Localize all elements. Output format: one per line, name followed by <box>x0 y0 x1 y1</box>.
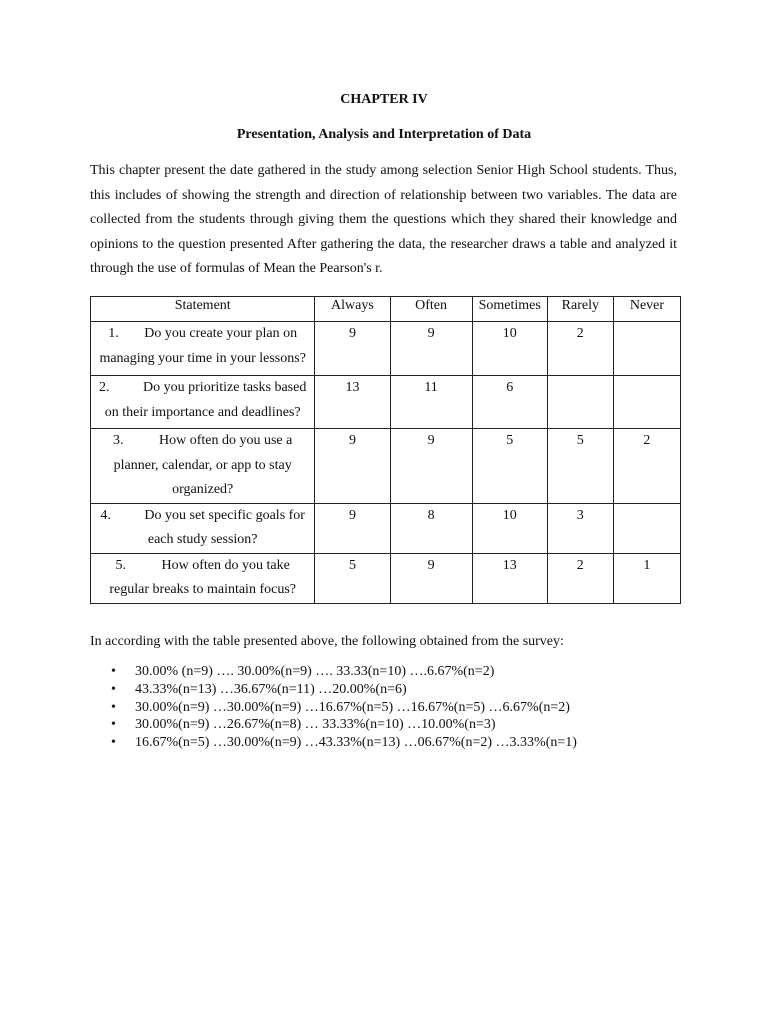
header-sometimes: Sometimes <box>472 297 547 322</box>
rarely-cell: 2 <box>547 553 613 603</box>
sometimes-cell: 10 <box>472 503 547 553</box>
sometimes-cell: 5 <box>472 429 547 504</box>
statement-text: How often do you take <box>161 557 290 573</box>
header-often: Often <box>390 297 472 322</box>
statement-number: 4. <box>100 507 111 523</box>
bullet-icon: • <box>111 681 116 697</box>
statement-number: 1. <box>108 326 119 341</box>
statement-text: organized? <box>172 482 234 497</box>
list-item <box>90 734 577 752</box>
table-row <box>91 503 681 553</box>
result-text: 30.00%(n=9) …30.00%(n=9) …16.67%(n=5) …16.67%(n=5) …6.67%(n=2) <box>135 699 570 715</box>
list-item <box>90 699 577 717</box>
always-cell: 13 <box>315 376 390 429</box>
rarely-cell: 5 <box>547 429 613 504</box>
never-cell <box>613 376 680 429</box>
never-cell: 1 <box>613 553 680 603</box>
header-statement: Statement <box>91 297 315 322</box>
often-cell: 9 <box>390 322 472 376</box>
often-cell: 8 <box>390 503 472 553</box>
statement-text: regular breaks to maintain focus? <box>109 582 296 597</box>
list-item <box>90 716 577 734</box>
never-cell <box>613 503 680 553</box>
statement-number: 2. <box>99 380 110 395</box>
summary-intro: In according with the table presented above, the following obtained from the survey: <box>90 634 564 649</box>
list-item <box>90 663 577 681</box>
never-cell <box>613 322 680 376</box>
table-row <box>91 322 681 376</box>
statement-text: Do you prioritize tasks based <box>143 380 307 395</box>
bullet-icon: • <box>111 699 116 715</box>
chapter-heading: CHAPTER IV <box>340 92 428 107</box>
often-cell: 9 <box>390 429 472 504</box>
rarely-cell <box>547 376 613 429</box>
statement-cell <box>91 322 315 376</box>
sometimes-cell: 10 <box>472 322 547 376</box>
often-cell: 9 <box>390 553 472 603</box>
statement-text: each study session? <box>147 532 258 547</box>
often-cell: 11 <box>390 376 472 429</box>
statement-cell <box>91 553 315 603</box>
list-item <box>90 681 577 699</box>
statement-text: How often do you use a <box>159 433 293 448</box>
always-cell: 5 <box>315 553 390 603</box>
statement-number: 5. <box>115 557 127 573</box>
table-row <box>91 376 681 429</box>
statement-text: planner, calendar, or app to stay <box>113 457 292 473</box>
table-header-row <box>91 297 681 322</box>
results-list <box>90 663 577 752</box>
sometimes-cell: 13 <box>472 553 547 603</box>
result-text: 16.67%(n=5) …30.00%(n=9) …43.33%(n=13) …06.67%(n=2) …3.33%(n=1) <box>135 735 577 751</box>
table-row <box>91 429 681 504</box>
statement-cell <box>91 503 315 553</box>
statement-text: on their importance and deadlines? <box>104 404 301 420</box>
statement-cell <box>91 429 315 504</box>
header-always: Always <box>315 297 390 322</box>
always-cell: 9 <box>315 429 390 504</box>
rarely-cell: 3 <box>547 503 613 553</box>
table-row <box>91 553 681 603</box>
result-text: 43.33%(n=13) …36.67%(n=11) …20.00%(n=6) <box>135 681 407 697</box>
section-title: Presentation, Analysis and Interpretation of Data <box>236 127 532 142</box>
survey-table <box>90 296 681 604</box>
always-cell: 9 <box>315 503 390 553</box>
statement-text: managing your time in your lessons? <box>99 350 306 366</box>
intro-paragraph: This chapter present the date gathered in the study among selection Senior High School students. Thus, this includes of showing the strength and direction of relationship between two variables. The data are collected from the students through giving them the questions which they shared their knowledge and opinions to the question presented After gathering the data, the researcher draws a table and analyzed it through the use of formulas of Mean the Pearson's r. <box>90 163 677 276</box>
statement-text: Do you create your plan on <box>144 326 298 341</box>
statement-number: 3. <box>113 433 124 448</box>
bullet-icon: • <box>111 664 116 679</box>
never-cell: 2 <box>613 429 680 504</box>
statement-text: Do you set specific goals for <box>144 507 305 523</box>
always-cell: 9 <box>315 322 390 376</box>
header-rarely: Rarely <box>547 297 613 322</box>
header-never: Never <box>613 297 680 322</box>
result-text: 30.00%(n=9) …26.67%(n=8) … 33.33%(n=10) …10.00%(n=3) <box>135 717 496 733</box>
rarely-cell: 2 <box>547 322 613 376</box>
bullet-icon: • <box>111 735 116 751</box>
statement-cell <box>91 376 315 429</box>
result-text: 30.00% (n=9) …. 30.00%(n=9) …. 33.33(n=10) ….6.67%(n=2) <box>135 664 495 679</box>
bullet-icon: • <box>111 717 116 733</box>
sometimes-cell: 6 <box>472 376 547 429</box>
